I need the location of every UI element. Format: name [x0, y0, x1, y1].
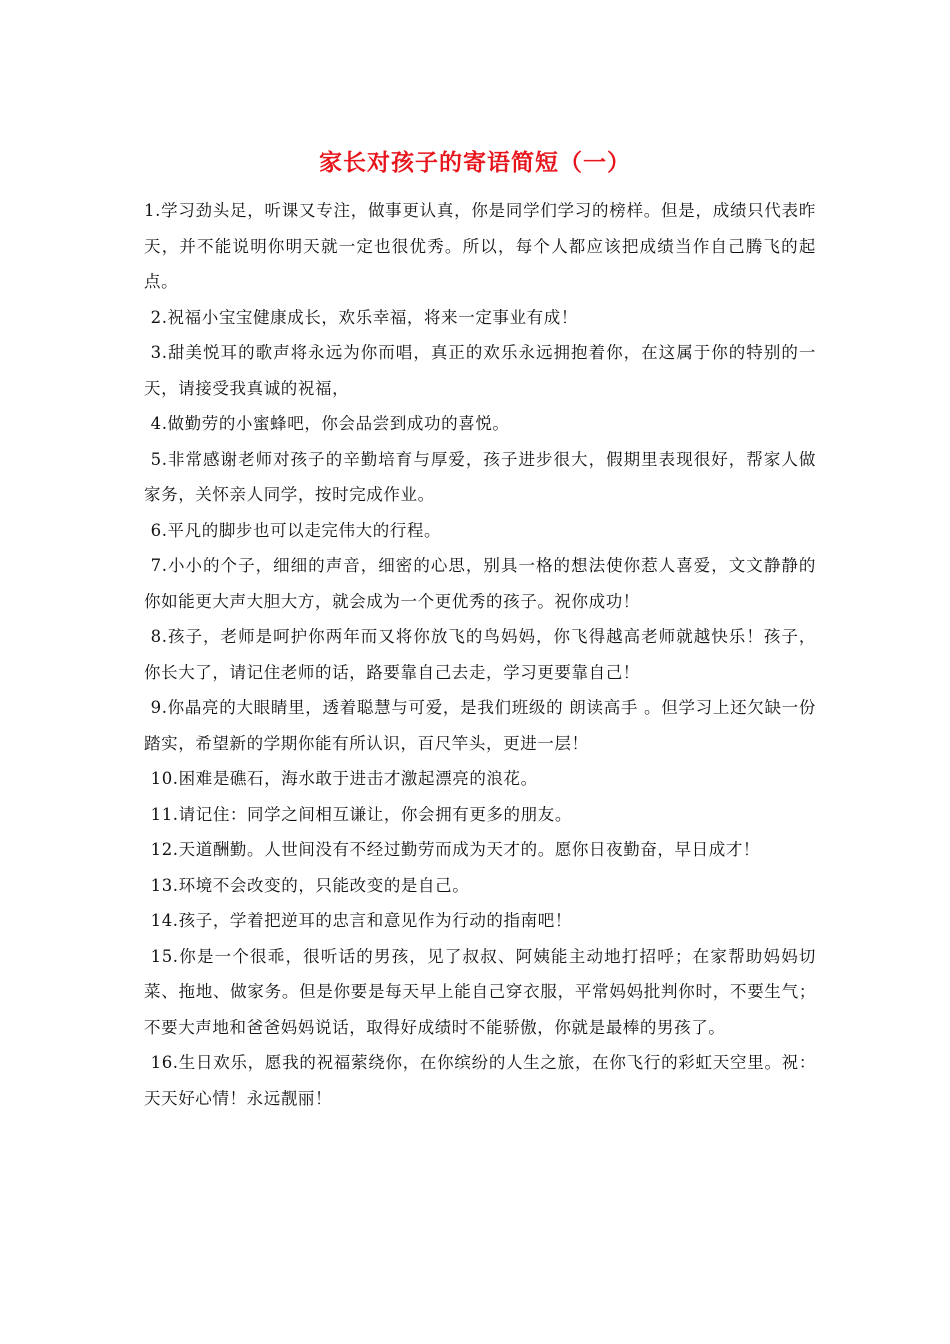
paragraph-4: 4.做勤劳的小蜜蜂吧，你会品尝到成功的喜悦。 — [150, 414, 510, 433]
paragraph-16: 16.生日欢乐，愿我的祝福萦绕你，在你缤纷的人生之旅，在你飞行的彩虹天空里。祝：天天好心情！永远靓丽！ — [144, 1053, 816, 1108]
paragraph-12: 12.天道酬勤。人世间没有不经过勤劳而成为天才的。愿你日夜勤奋，早日成才！ — [150, 840, 761, 859]
paragraph-9: 9.你晶亮的大眼睛里，透着聪慧与可爱，是我们班级的 朗读高手 。但学习上还欠缺一份踏实，希望新的学期你能有所认识，百尺竿头，更进一层！ — [144, 698, 816, 753]
paragraph-6: 6.平凡的脚步也可以走完伟大的行程。 — [150, 520, 442, 540]
paragraph-8: 8.孩子，老师是呵护你两年而又将你放飞的鸟妈妈，你飞得越高老师就越快乐！孩子，你长大了，请记住老师的话，路要靠自己去走，学习更要靠自己！ — [144, 627, 816, 682]
page-title: 家长对孩子的寄语简短（一） — [319, 149, 631, 176]
paragraph-1: 1.学习劲头足，听课又专注，做事更认真，你是同学们学习的榜样。但是，成绩只代表昨天，并不能说明你明天就一定也很优秀。所以，每个人都应该把成绩当作自己腾飞的起点。 — [144, 201, 816, 291]
paragraph-15: 15.你是一个很乖，很听话的男孩，见了叔叔、阿姨能主动地打招呼；在家帮助妈妈切菜、拖地、做家务。但是你要是每天早上能自己穿衣服，平常妈妈批判你时，不要生气；不要大声地和爸爸妈妈说话，取得好成绩时不能骄傲，你就是最棒的男孩了。 — [144, 946, 816, 1037]
paragraph-10: 10.困难是礁石，海水敢于进击才激起漂亮的浪花。 — [150, 769, 538, 788]
paragraph-11: 11.请记住：同学之间相互谦让，你会拥有更多的朋友。 — [150, 804, 572, 824]
paragraph-7: 7.小小的个子，细细的声音，细密的心思，别具一格的想法使你惹人喜爱，文文静静的你如能更大声大胆大方，就会成为一个更优秀的孩子。祝你成功！ — [144, 556, 816, 611]
paragraph-5: 5.非常感谢老师对孩子的辛勤培育与厚爱，孩子进步很大，假期里表现很好，帮家人做家务，关怀亲人同学，按时完成作业。 — [144, 449, 816, 504]
paragraph-2: 2.祝福小宝宝健康成长，欢乐幸福，将来一定事业有成！ — [150, 307, 578, 327]
paragraph-3: 3.甜美悦耳的歌声将永远为你而唱，真正的欢乐永远拥抱着你，在这属于你的特别的一天，请接受我真诚的祝福， — [144, 343, 816, 398]
paragraph-13: 13.环境不会改变的，只能改变的是自己。 — [150, 875, 470, 895]
paragraph-14: 14.孩子，学着把逆耳的忠言和意见作为行动的指南吧！ — [150, 911, 572, 930]
document-body — [144, 193, 816, 1116]
